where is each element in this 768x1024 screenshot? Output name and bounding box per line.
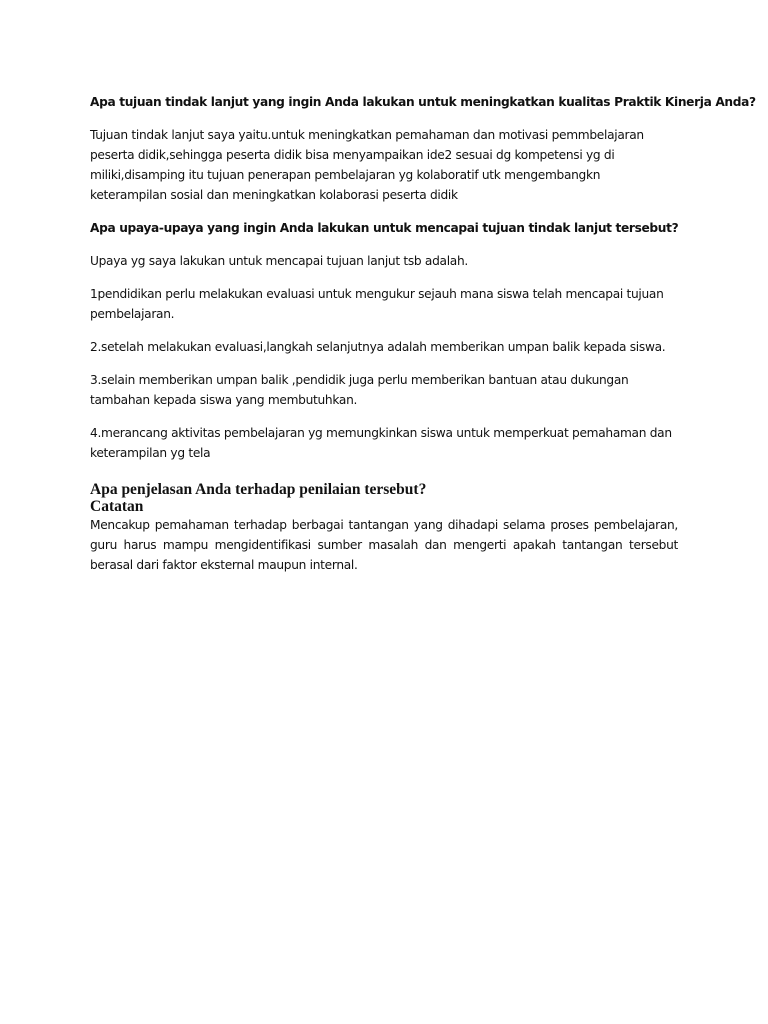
document-body: [90, 92, 756, 575]
effort-item-3: 3.selain memberikan umpan balik ,pendidik juga perlu memberikan bantuan atau dukungan tambahan kepada siswa yang membutuhkan.: [90, 373, 629, 407]
question-followup-goal: Apa tujuan tindak lanjut yang ingin Anda lakukan untuk meningkatkan kualitas Praktik Kinerja Anda?: [90, 95, 756, 109]
effort-item-2: 2.setelah melakukan evaluasi,langkah selanjutnya adalah memberikan umpan balik kepada siswa.: [90, 340, 666, 354]
notes-text: Mencakup pemahaman terhadap berbagai tantangan yang dihadapi selama proses pembelajaran, guru harus mampu mengidentifikasi sumber masalah dan mengerti apakah tantangan tersebut berasal dari faktor eksternal maupun internal.: [90, 518, 678, 572]
effort-item-4: 4.merancang aktivitas pembelajaran yg memungkinkan siswa untuk memperkuat pemahaman dan keterampilan yg tela: [90, 426, 672, 460]
question-efforts: Apa upaya-upaya yang ingin Anda lakukan untuk mencapai tujuan tindak lanjut tersebut?: [90, 221, 679, 235]
efforts-intro: Upaya yg saya lakukan untuk mencapai tujuan lanjut tsb adalah.: [90, 254, 468, 268]
effort-item-1: 1pendidikan perlu melakukan evaluasi untuk mengukur sejauh mana siswa telah mencapai tujuan pembelajaran.: [90, 287, 664, 321]
question-assessment-explanation: Apa penjelasan Anda terhadap penilaian tersebut?: [90, 481, 427, 498]
notes-heading: Catatan: [90, 498, 144, 515]
answer-followup-goal: Tujuan tindak lanjut saya yaitu.untuk meningkatkan pemahaman dan motivasi pemmbelajaran peserta didik,sehingga peserta didik bisa menyampaikan ide2 sesuai dg kompetensi yg di miliki,disamping itu tujuan penerapan pembelajaran yg kolaboratif utk mengembangkn keterampilan sosial dan meningkatkan kolaborasi peserta didik: [90, 128, 644, 202]
